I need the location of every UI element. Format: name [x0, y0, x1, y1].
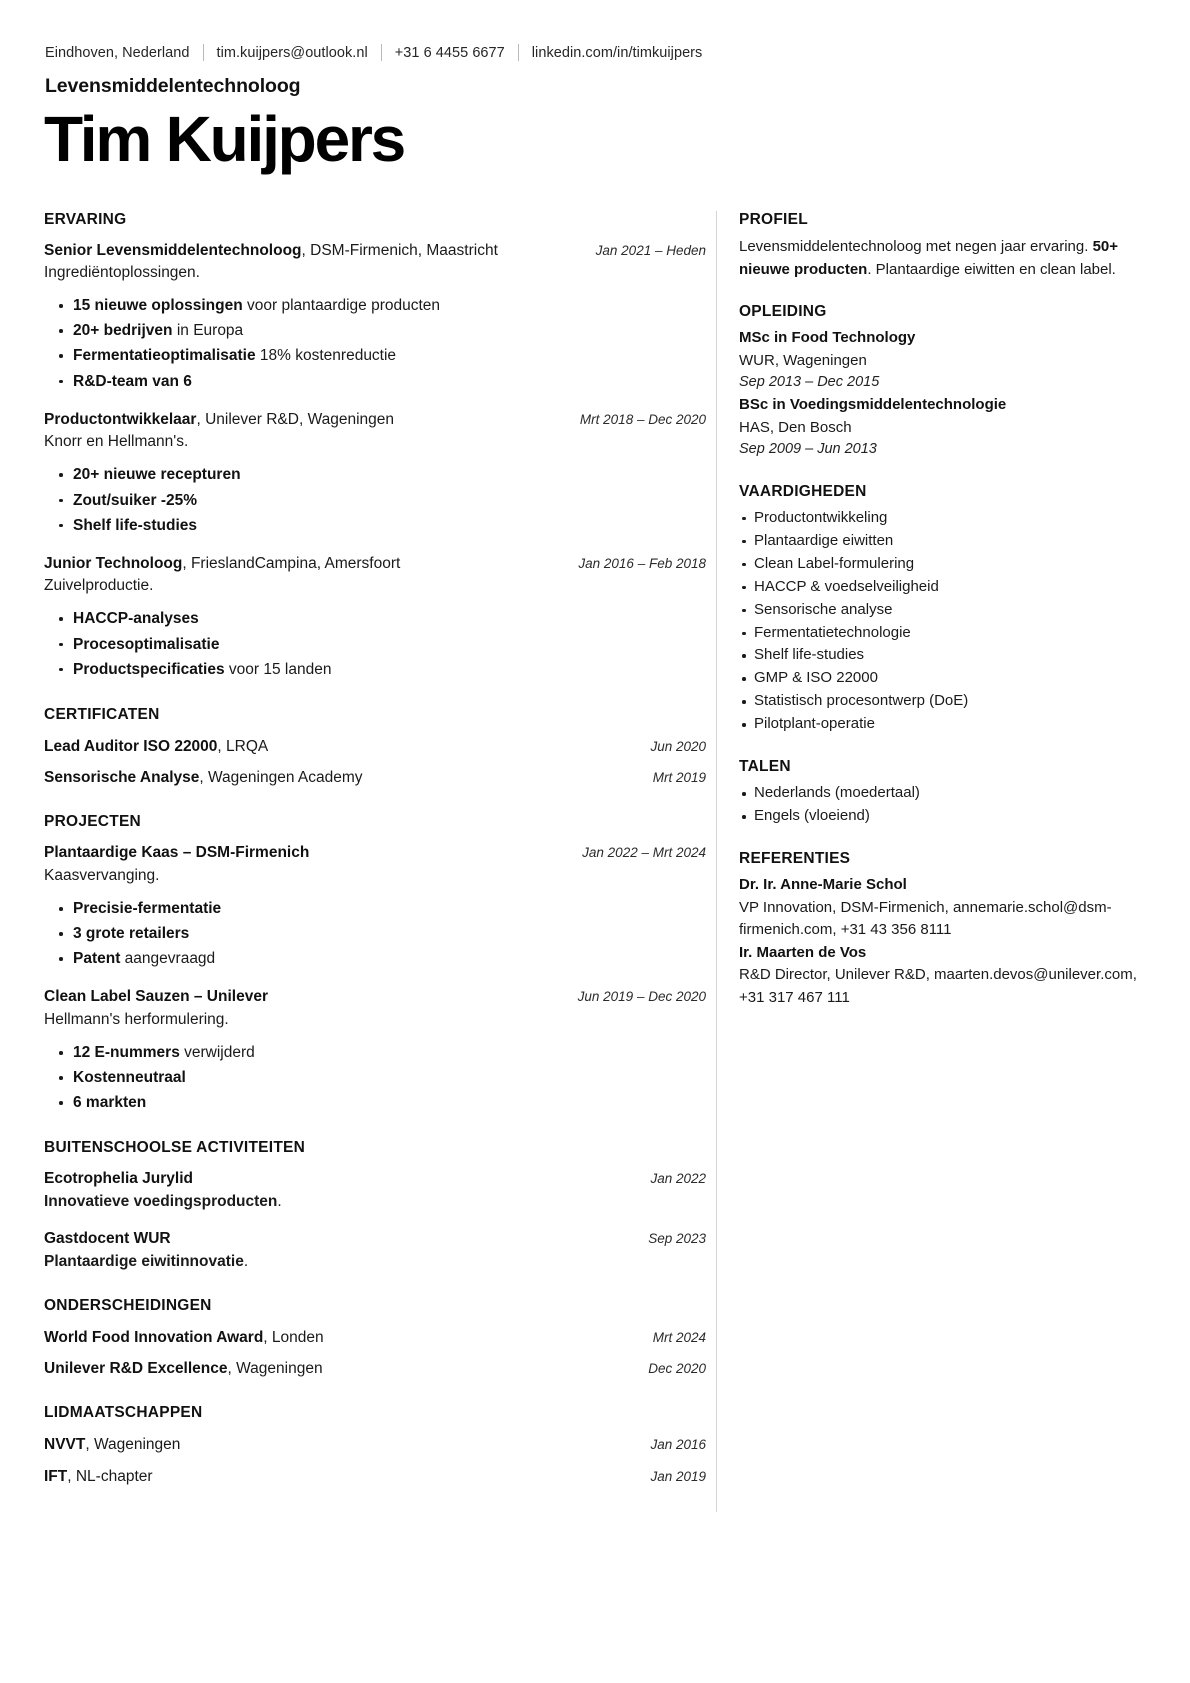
bullet-bold: Kostenneutraal [73, 1069, 186, 1087]
education-degree: BSc in Voedingsmiddelentechnologie [739, 396, 1007, 414]
section-heading-extracurricular: BUITENSCHOOLSE ACTIVITEITEN [44, 1139, 306, 1157]
project-title: Plantaardige Kaas – DSM-Firmenich [44, 844, 310, 862]
award-location: , Wageningen [227, 1360, 323, 1378]
project-headline [44, 842, 566, 864]
reference-item [739, 942, 1142, 1010]
education-item [739, 394, 1142, 461]
award-text [44, 1326, 324, 1349]
left-column [44, 211, 716, 1512]
education-date: Sep 2013 – Dec 2015 [739, 374, 880, 391]
certificate-name: Lead Auditor ISO 22000 [44, 737, 218, 755]
profile-highlight: 50+ nieuwe producten [739, 237, 1119, 278]
experience-headline [44, 409, 564, 431]
list-item: HACCP & voedselveiligheid [739, 576, 1142, 599]
reference-name: Ir. Maarten de Vos [739, 943, 867, 961]
contact-location: Eindhoven, Nederland [45, 44, 190, 61]
list-item [44, 946, 706, 971]
certificate-issuer: , LRQA [217, 737, 269, 755]
section-extracurricular [44, 1139, 706, 1272]
profile-part-1: Levensmiddelentechnoloog met negen jaar ervaring. [739, 237, 1093, 255]
project-title: Clean Label Sauzen – Unilever [44, 988, 268, 1006]
extracurricular-sub-bold: Innovatieve voedingsproducten [44, 1192, 278, 1210]
section-profile [739, 211, 1142, 282]
bullet-bold: Precisie-fermentatie [73, 900, 222, 918]
section-heading-memberships: LIDMAATSCHAPPEN [44, 1404, 203, 1422]
list-item: Statistisch procesontwerp (DoE) [739, 690, 1142, 713]
award-name: Unilever R&D Excellence [44, 1360, 228, 1378]
list-item [44, 896, 706, 921]
page-title: Tim Kuijpers [44, 103, 405, 175]
section-education [739, 303, 1142, 461]
experience-summary: Zuivelproductie. [44, 577, 154, 595]
certificate-name: Sensorische Analyse [44, 769, 200, 787]
certificate-date: Jun 2020 [650, 738, 706, 754]
project-summary: Hellmann's herformulering. [44, 1010, 229, 1028]
profile-part-2: . Plantaardige eiwitten en clean label. [867, 260, 1116, 278]
list-item [44, 1065, 706, 1090]
list-item: Shelf life-studies [739, 644, 1142, 667]
list-item [44, 369, 706, 394]
bullet-rest: 18% kostenreductie [255, 347, 397, 365]
list-item: Engels (vloeiend) [739, 805, 1142, 828]
list-item: Fermentatietechnologie [739, 622, 1142, 645]
skills-list [739, 507, 1142, 736]
certificate-issuer: , Wageningen Academy [199, 769, 363, 787]
section-heading-references: REFERENTIES [739, 850, 851, 868]
list-item: Clean Label-formulering [739, 553, 1142, 576]
project-entry [44, 842, 706, 971]
experience-bullets [44, 293, 706, 393]
project-date: Jun 2019 – Dec 2020 [577, 989, 706, 1005]
award-row [44, 1357, 706, 1380]
bullet-rest: aangevraagd [120, 950, 216, 968]
extracurricular-date: Sep 2023 [648, 1231, 706, 1247]
award-text [44, 1357, 323, 1380]
award-date: Dec 2020 [648, 1361, 706, 1377]
education-school: WUR, Wageningen [739, 351, 867, 369]
bullet-bold: 20+ bedrijven [73, 322, 173, 340]
section-heading-languages: TALEN [739, 758, 791, 776]
contact-divider [518, 44, 519, 61]
bullet-rest: voor 15 landen [224, 660, 332, 678]
bullet-bold: Shelf life-studies [73, 516, 198, 534]
award-name: World Food Innovation Award [44, 1328, 264, 1346]
section-heading-skills: VAARDIGHEDEN [739, 482, 867, 500]
project-bullets [44, 1040, 706, 1115]
right-column [717, 211, 1142, 1032]
experience-entry [44, 409, 706, 538]
project-date: Jan 2022 – Mrt 2024 [582, 845, 706, 861]
experience-entry [44, 553, 706, 682]
extracurricular-summary [44, 1250, 706, 1273]
project-summary: Kaasvervanging. [44, 866, 160, 884]
experience-role: Junior Technoloog [44, 554, 183, 572]
languages-list [739, 782, 1142, 828]
membership-location: , Wageningen [85, 1436, 181, 1454]
experience-bullets [44, 462, 706, 537]
bullet-bold: HACCP-analyses [73, 610, 199, 628]
extracurricular-sub-rest: . [243, 1252, 249, 1270]
bullet-bold: Procesoptimalisatie [73, 635, 220, 653]
membership-date: Jan 2016 [650, 1437, 706, 1453]
membership-name: NVVT [44, 1436, 86, 1454]
bullet-rest: in Europa [172, 322, 244, 340]
contact-email[interactable]: tim.kuijpers@outlook.nl [216, 44, 368, 61]
membership-text [44, 1465, 153, 1488]
membership-row [44, 1433, 706, 1456]
bullet-bold: Zout/suiker -25% [73, 491, 198, 509]
section-skills [739, 483, 1142, 736]
section-heading-education: OPLEIDING [739, 303, 827, 321]
section-awards [44, 1297, 706, 1381]
project-bullets [44, 896, 706, 971]
resume-body [44, 211, 1142, 1512]
experience-date: Jan 2021 – Heden [595, 242, 706, 258]
experience-date: Mrt 2018 – Dec 2020 [579, 411, 706, 427]
education-date: Sep 2009 – Jun 2013 [739, 441, 877, 458]
bullet-bold: 15 nieuwe oplossingen [73, 297, 243, 315]
list-item [44, 318, 706, 343]
bullet-bold: Productspecificaties [73, 660, 225, 678]
experience-bullets [44, 606, 706, 681]
contact-divider [203, 44, 204, 61]
bullet-bold: 3 grote retailers [73, 925, 190, 943]
contact-linkedin[interactable]: linkedin.com/in/timkuijpers [531, 44, 703, 61]
list-item: Sensorische analyse [739, 599, 1142, 622]
list-item [44, 632, 706, 657]
experience-role: Senior Levensmiddelentechnoloog [44, 241, 302, 259]
list-item [44, 488, 706, 513]
membership-row [44, 1465, 706, 1488]
bullet-rest: verwijderd [179, 1044, 255, 1062]
list-item [44, 1090, 706, 1115]
list-item [44, 343, 706, 368]
extracurricular-title: Ecotrophelia Jurylid [44, 1170, 194, 1188]
list-item [44, 921, 706, 946]
extracurricular-date: Jan 2022 [650, 1171, 706, 1187]
experience-company: , FrieslandCampina, Amersfoort [182, 554, 401, 572]
list-item [44, 513, 706, 538]
list-item [44, 657, 706, 682]
extracurricular-summary [44, 1190, 706, 1213]
list-item [44, 462, 706, 487]
experience-company: , Unilever R&D, Wageningen [196, 410, 395, 428]
award-date: Mrt 2024 [652, 1329, 706, 1345]
bullet-bold: R&D-team van 6 [73, 372, 192, 390]
education-item [739, 327, 1142, 394]
section-memberships [44, 1404, 706, 1488]
bullet-bold: Fermentatieoptimalisatie [73, 347, 256, 365]
experience-date: Jan 2016 – Feb 2018 [578, 555, 706, 571]
extracurricular-sub-bold: Plantaardige eiwitinnovatie [44, 1252, 244, 1270]
list-item: Productontwikkeling [739, 507, 1142, 530]
experience-summary: Ingrediëntoplossingen. [44, 264, 200, 282]
bullet-rest: voor plantaardige producten [242, 297, 441, 315]
experience-company: , DSM-Firmenich, Maastricht [301, 241, 498, 259]
bullet-bold: 12 E-nummers [73, 1044, 180, 1062]
education-school: HAS, Den Bosch [739, 418, 852, 436]
experience-summary: Knorr en Hellmann's. [44, 433, 189, 451]
project-headline [44, 986, 562, 1008]
certificate-date: Mrt 2019 [652, 770, 706, 786]
experience-role: Productontwikkelaar [44, 410, 197, 428]
list-item [44, 293, 706, 318]
list-item: GMP & ISO 22000 [739, 667, 1142, 690]
experience-headline [44, 240, 580, 262]
award-row [44, 1326, 706, 1349]
reference-detail: VP Innovation, DSM-Firmenich, annemarie.schol@dsm-firmenich.com, +31 43 356 8111 [739, 898, 1112, 939]
section-languages [739, 758, 1142, 828]
certificate-text [44, 735, 268, 758]
reference-detail: R&D Director, Unilever R&D, maarten.devos@unilever.com, +31 317 467 111 [739, 966, 1137, 1006]
project-entry [44, 986, 706, 1115]
section-references [739, 850, 1142, 1009]
extracurricular-headline [44, 1168, 634, 1190]
profile-text [739, 235, 1142, 282]
list-item: Nederlands (moedertaal) [739, 782, 1142, 805]
bullet-bold: Patent [73, 950, 121, 968]
section-certificates [44, 706, 706, 790]
section-experience [44, 211, 706, 682]
extracurricular-entry [44, 1228, 706, 1273]
experience-headline [44, 553, 562, 575]
section-heading-experience: ERVARING [44, 210, 127, 228]
section-heading-certificates: CERTIFICATEN [44, 705, 160, 723]
reference-name: Dr. Ir. Anne-Marie Schol [739, 876, 907, 894]
list-item: Plantaardige eiwitten [739, 530, 1142, 553]
extracurricular-entry [44, 1168, 706, 1213]
experience-entry [44, 240, 706, 394]
reference-item [739, 874, 1142, 942]
membership-text [44, 1433, 180, 1456]
contact-divider [381, 44, 382, 61]
list-item: Pilotplant-operatie [739, 713, 1142, 736]
list-item [44, 1040, 706, 1065]
contact-phone[interactable]: +31 6 4455 6677 [394, 44, 505, 61]
contact-line [44, 44, 1142, 61]
section-projects [44, 813, 706, 1115]
section-heading-projects: PROJECTEN [44, 813, 141, 831]
headline-job-title: Levensmiddelentechnoloog [45, 75, 301, 97]
section-heading-profile: PROFIEL [739, 210, 808, 228]
extracurricular-title: Gastdocent WUR [44, 1230, 171, 1248]
education-degree: MSc in Food Technology [739, 329, 916, 347]
award-location: , Londen [263, 1328, 324, 1346]
section-heading-awards: ONDERSCHEIDINGEN [44, 1296, 212, 1314]
bullet-bold: 6 markten [73, 1094, 147, 1112]
membership-name: IFT [44, 1467, 68, 1485]
extracurricular-headline [44, 1228, 632, 1250]
extracurricular-sub-rest: . [277, 1192, 282, 1210]
membership-location: , NL-chapter [67, 1467, 153, 1485]
certificate-row [44, 766, 706, 789]
bullet-bold: 20+ nieuwe recepturen [73, 466, 241, 484]
certificate-row [44, 735, 706, 758]
membership-date: Jan 2019 [650, 1468, 706, 1484]
certificate-text [44, 766, 363, 789]
list-item [44, 606, 706, 631]
